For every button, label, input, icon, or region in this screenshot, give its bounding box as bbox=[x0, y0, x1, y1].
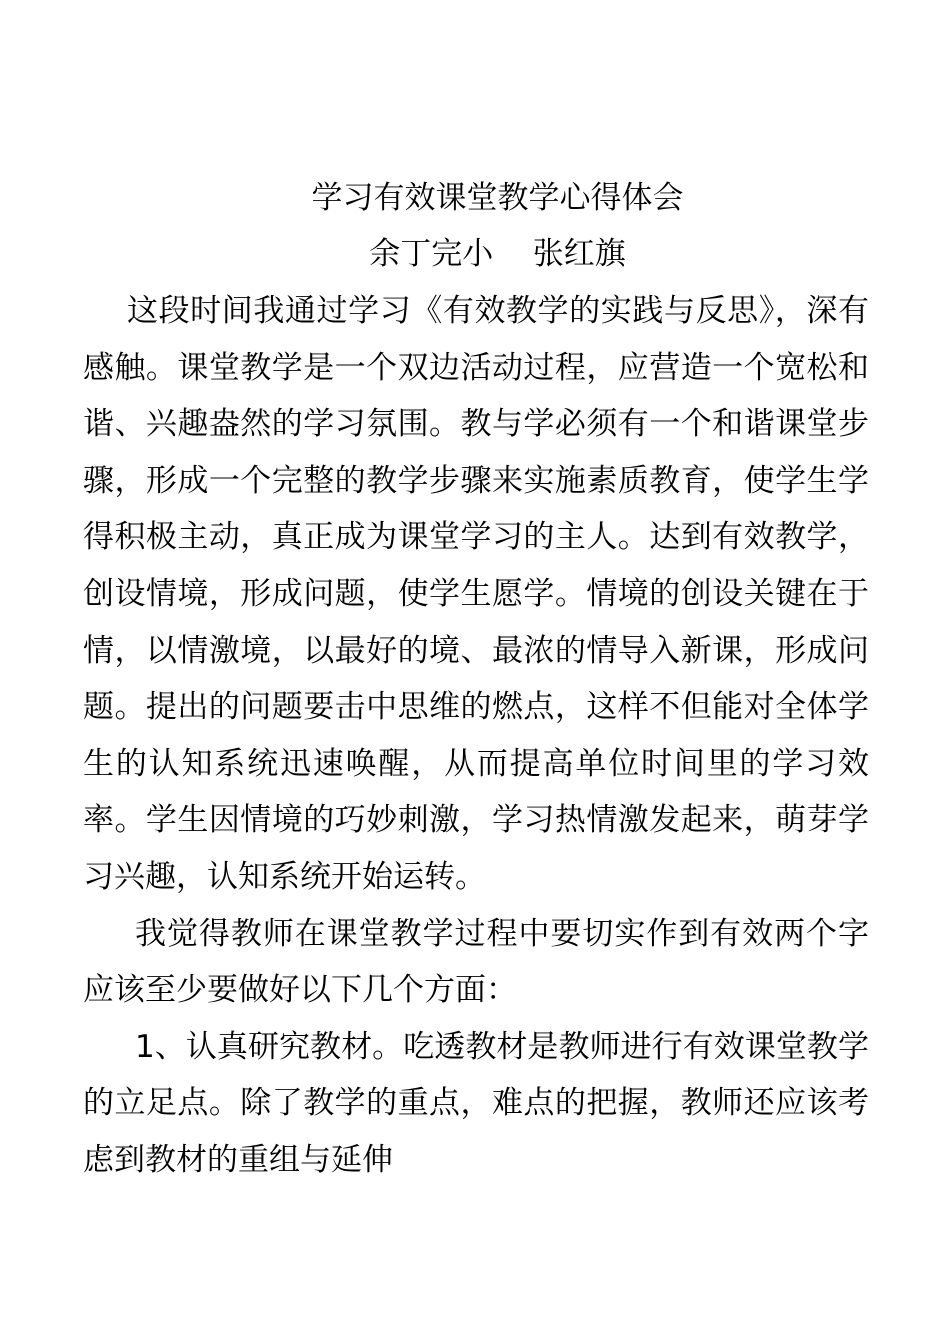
paragraph-1: 这段时间我通过学习《有效教学的实践与反思》，深有感触。课堂教学是一个双边活动过程，应营造一个宽松和谐、兴趣盎然的学习氛围。教与学必须有一个和谐课堂步骤，形成一个完整的教学步骤来实施素质教育，使学生学得积极主动，真正成为课堂学习的主人。达到有效教学，创设情境，形成问题，使学生愿学。情境的创设关键在于情，以情激境，以最好的境、最浓的情导入新课，形成问题。提出的问题要击中思维的燃点，这样不但能对全体学生的认知系统迅速唤醒，从而提高单位时间里的学习效率。学生因情境的巧妙刺激，学习热情激发起来，萌芽学习兴趣，认知系统开始运转。 bbox=[83, 293, 869, 895]
document-author: 余丁完小 张红旗 bbox=[369, 236, 626, 272]
document-body bbox=[83, 283, 869, 1189]
paragraph-2: 我觉得教师在课堂教学过程中要切实作到有效两个字应该至少要做好以下几个方面： bbox=[83, 915, 869, 1009]
paragraph-3: 1、认真研究教材。吃透教材是教师进行有效课堂教学的立足点。除了教学的重点，难点的把握，教师还应该考虑到教材的重组与延伸 bbox=[83, 1028, 869, 1178]
document-title: 学习有效课堂教学心得体会 bbox=[311, 180, 684, 216]
